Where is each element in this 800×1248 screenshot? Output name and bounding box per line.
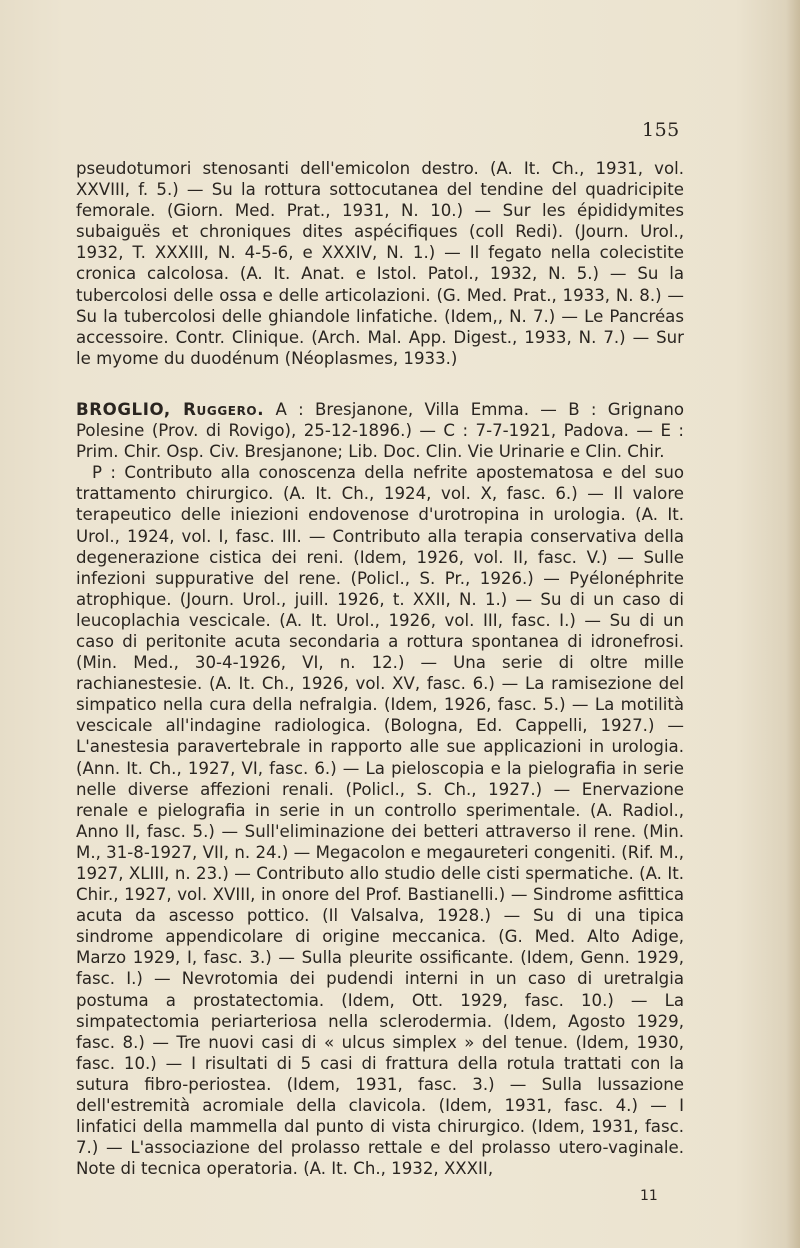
entry-publications: P : Contributo alla conoscenza della nefrite apostematosa e del suo trattamento chirurgico. (A. It. Ch., 1924, vol. X, fasc. 6.) — Il valore terapeutico delle iniezioni endovenose d'urotropina in urologia. (A. It. Urol., 1924, vol. I, fasc. III. — Contributo alla terapia conservativa della degenerazione cistica dei reni. (Idem, 1926, vol. II, fasc. V.) — Sulle infezioni suppurative del rene. (Policl., S. Pr., 1926.) — Pyélonéphrite atrophique. (Journ. Urol., juill. 1926, t. XXII, N. 1.) — Su di un caso di leucoplachia vescicale. (A. It. Urol., 1926, vol. III, fasc. I.) — Su di un caso di peritonite acuta secondaria a rottura spontanea di idronefrosi. (Min. Med., 30-4-1926, VI, n. 12.) — Una serie di oltre mille rachianestesie. (A. It. Ch., 1926, vol. XV, fasc. 6.) — La ramisezione del simpatico nella cura della nefralgia. (Idem, 1926, fasc. 5.) — La motilità vescicale all'indagine radiologica. (Bologna, Ed. Cappelli, 1927.) — L'anestesia paravertebrale in rapporto alle sue applicazioni in urologia. (Ann. It. Ch., 1927, VI, fasc. 6.) — La pieloscopia e la pielografia in serie nelle diverse affezioni renali. (Policl., S. Ch., 1927.) — Enervazione renale e pielografia in serie in un controllo sperimentale. (A. Radiol., Anno II, fasc. 5.) — Sull'eliminazione dei betteri attraverso il rene. (Min. M., 31-8-1927, VII, n. 24.) — Megacolon e megaureteri congeniti. (Rif. M., 1927, XLIII, n. 23.) — Contributo allo studio delle cisti spermatiche. (A. It. Chir., 1927, vol. XVIII, in onore del Prof. Bastianelli.) — Sindrome asfittica acuta da ascesso pottico. (Il Valsalva, 1928.) — Su di una tipica sindrome appendicolare di origine meccanica. (G. Med. Alto Adige, Marzo 1929, I, fasc. 3.) — Sulla pleurite ossificante. (Idem, Genn. 1929, fasc. I.) — Nevrotomia dei pudendi interni in un caso di uretralgia postuma a prostatectomia. (Idem, Ott. 1929, fasc. 10.) — La simpatectomia periarteriosa nella sclerodermia. (Idem, Agosto 1929, fasc. 8.) — Tre nuovi casi di « ulcus simplex » del tenue. (Idem, 1930, fasc. 10.) — I risultati di 5 casi di frattura della rotula trattati con la sutura fibro-periostea. (Idem, 1931, fasc. 3.) — Sulla lussazione dell'estremità acromiale della clavicola. (Idem, 1931, fasc. 4.) — I linfatici della mammella dal punto di vista chirurgico. (Idem, 1931, fasc. 7.) — L'associazione del prolasso rettale e del prolasso utero-vaginale. Note di tecnica operatoria. (A. It. Ch., 1932, XXXII, xyxy=(76,463,684,1179)
page-number: 155 xyxy=(642,119,680,141)
entry-publications-paragraph xyxy=(76,462,684,1179)
biography-entry xyxy=(76,399,684,462)
signature-mark: 11 xyxy=(640,1188,658,1204)
entry-heading: BROGLIO, Ruggero. xyxy=(76,399,265,419)
continued-paragraph: pseudotumori stenosanti dell'emicolon destro. (A. It. Ch., 1931, vol. XXVIII, f. 5.) — Su la rottura sottocutanea del tendine del quadricipite femorale. (Giorn. Med. Prat., 1931, N. 10.) — Sur les épididymites subaiguës et chroniques dites aspécifiques (coll Redi). (Journ. Urol., 1932, T. XXXIII, N. 4-5-6, e XXXIV, N. 1.) — Il fegato nella colecistite cronica calcolosa. (A. It. Anat. e Istol. Patol., 1932, N. 5.) — Su la tubercolosi delle ossa e delle articolazioni. (G. Med. Prat., 1933, N. 8.) — Su la tubercolosi delle ghiandole linfatiche. (Idem,, N. 7.) — Le Pancréas accessoire. Contr. Clinique. (Arch. Mal. App. Digest., 1933, N. 7.) — Sur le myome du duodénum (Néoplasmes, 1933.) xyxy=(76,159,684,368)
page-edge-shadow xyxy=(786,0,800,1248)
body-text xyxy=(76,158,684,1179)
entry-info: A : Bresjanone, Villa Emma. — B : Grignano Polesine (Prov. di Rovigo), 25-12-1896.) — C : 7-7-1921, Padova. — E : Prim. Chir. Osp. Civ. Bresjanone; Lib. Doc. Clin. Vie Urinarie e Clin. Chir. xyxy=(76,399,684,462)
